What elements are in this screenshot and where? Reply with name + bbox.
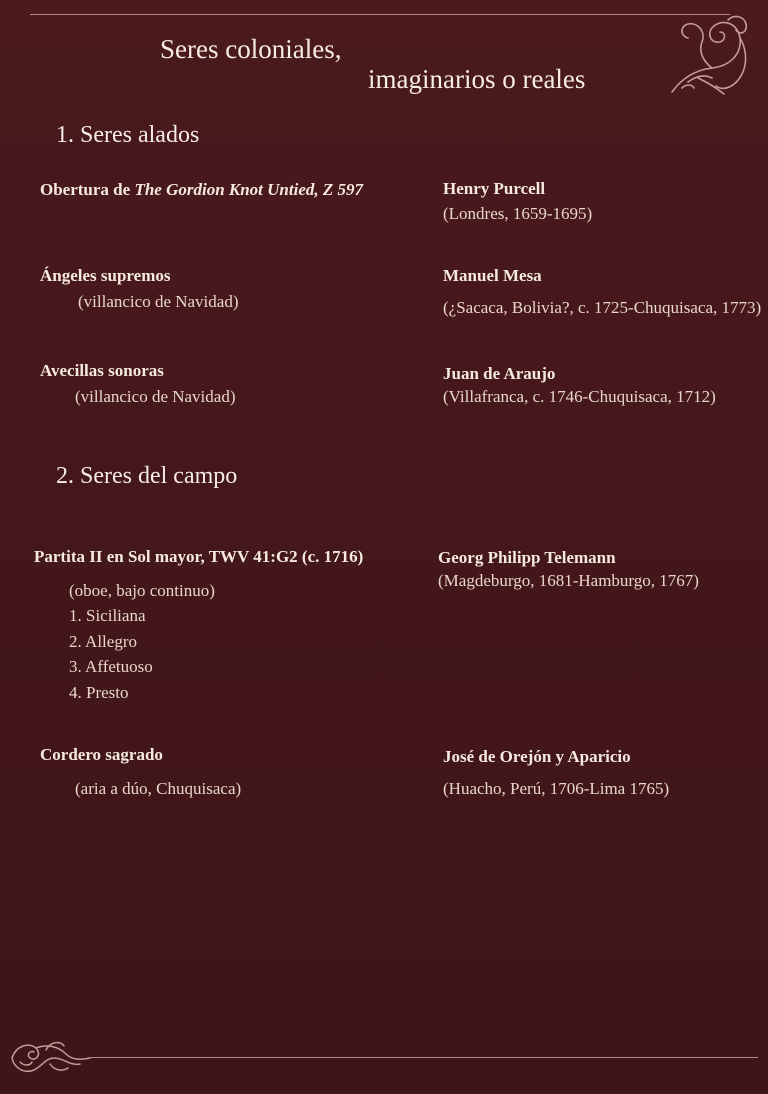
program-title-line1: Seres coloniales,: [160, 34, 342, 64]
movement-item: 4. Presto: [69, 683, 129, 702]
movement-item: 1. Siciliana: [69, 606, 146, 625]
top-divider: [30, 14, 730, 15]
composer-name: Juan de Araujo: [443, 364, 556, 383]
composer-dates: (Londres, 1659-1695): [443, 204, 593, 223]
composer-dates: (Huacho, Perú, 1706-Lima 1765): [443, 779, 670, 798]
piece-detail: (oboe, bajo continuo): [69, 581, 215, 600]
composer-dates: (Villafranca, c. 1746-Chuquisaca, 1712): [443, 387, 716, 406]
movement-item: 3. Affetuoso: [69, 657, 153, 676]
piece-detail: (aria a dúo, Chuquisaca): [75, 779, 242, 798]
piece-detail: (villancico de Navidad): [78, 292, 239, 311]
piece-title-italic: The Gordion Knot Untied, Z 597: [134, 180, 364, 199]
piece-title: Partita II en Sol mayor, TWV 41:G2 (c. 1716): [34, 547, 364, 566]
composer-name: José de Orejón y Aparicio: [443, 747, 631, 766]
section-heading: 1. Seres alados: [56, 122, 200, 148]
composer-name: Henry Purcell: [443, 179, 546, 198]
movement-item: 2. Allegro: [69, 632, 137, 651]
piece-title: Cordero sagrado: [40, 745, 163, 764]
corner-flourish-icon: [6, 1036, 92, 1080]
piece-title: Avecillas sonoras: [40, 361, 164, 380]
piece-detail: (villancico de Navidad): [75, 387, 236, 406]
composer-name: Georg Philipp Telemann: [438, 548, 616, 567]
piece-title: [40, 180, 363, 200]
program-title-line2: imaginarios o reales: [368, 64, 586, 94]
piece-title-prefix: Obertura de: [40, 180, 135, 199]
composer-dates: (Magdeburgo, 1681-Hamburgo, 1767): [438, 571, 699, 590]
scroll-flourish-icon: [668, 8, 752, 100]
composer-name: Manuel Mesa: [443, 266, 542, 285]
bottom-divider: [90, 1057, 758, 1058]
composer-dates: (¿Sacaca, Bolivia?, c. 1725-Chuquisaca, 1773): [443, 298, 762, 317]
section-heading: 2. Seres del campo: [56, 463, 238, 489]
piece-title: Ángeles supremos: [40, 266, 171, 285]
